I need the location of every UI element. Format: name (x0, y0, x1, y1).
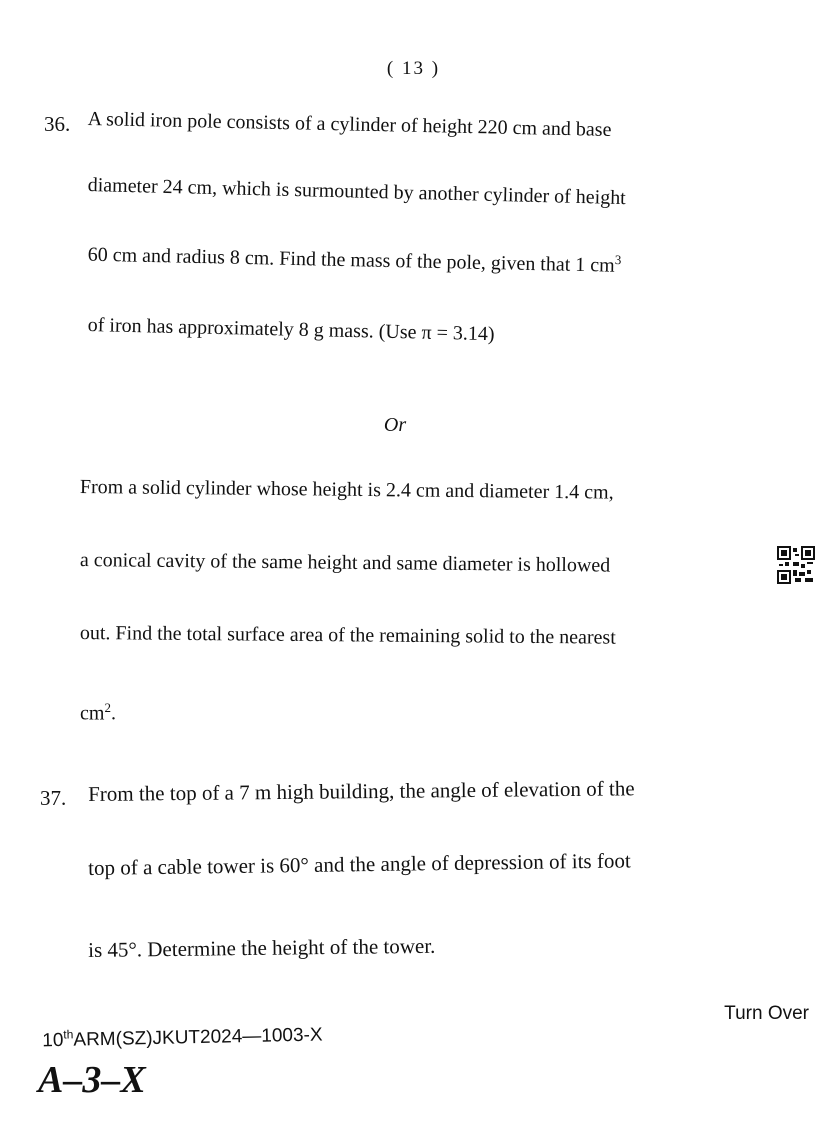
question-36-line-3 (87, 241, 621, 278)
or-label: Or (383, 414, 407, 436)
question-36-alt-line-2: a conical cavity of the same height and same diameter is hollowed (79, 549, 611, 577)
question-36-line-3-text: 60 cm and radius 8 cm. Find the mass of the pole, given that 1 cm (87, 243, 615, 277)
question-36-alt-line-4 (80, 700, 116, 726)
square-superscript: 2 (104, 700, 111, 715)
page-number: ( 13 ) (386, 58, 441, 79)
question-36-number: 36. (44, 112, 71, 136)
question-36-alt-line-3: out. Find the total surface area of the remaining solid to the nearest (79, 622, 616, 649)
paper-code-prefix: 10 (42, 1029, 64, 1052)
question-36-line-4: of iron has approximately 8 g mass. (Use π = 3.14) (87, 314, 495, 346)
paper-code (42, 1022, 323, 1052)
question-36-line-1: A solid iron pole consists of a cylinder of height 220 cm and base (87, 108, 612, 141)
question-36-alt-line-4-suffix: . (110, 702, 116, 725)
question-37-line-1: From the top of a 7 m high building, the angle of elevation of the (88, 776, 635, 806)
cube-superscript: 3 (614, 252, 622, 268)
series-code: A–3–X (38, 1059, 146, 1101)
question-36-alt-line-1: From a solid cylinder whose height is 2.4 cm and diameter 1.4 cm, (79, 476, 614, 504)
qr-code-image (777, 546, 815, 584)
turn-over-label: Turn Over (724, 1003, 809, 1024)
paper-code-sup: th (63, 1027, 74, 1042)
question-37-line-3: is 45°. Determine the height of the tower. (88, 933, 436, 962)
question-36-line-2: diameter 24 cm, which is surmounted by another cylinder of height (87, 174, 627, 210)
question-37-number: 37. (40, 786, 67, 810)
question-37-line-2: top of a cable tower is 60° and the angle of depression of its foot (88, 848, 631, 880)
paper-code-rest: ARM(SZ)JKUT2024—1003-X (73, 1024, 323, 1051)
question-36-alt-line-4-text: cm (80, 702, 105, 725)
